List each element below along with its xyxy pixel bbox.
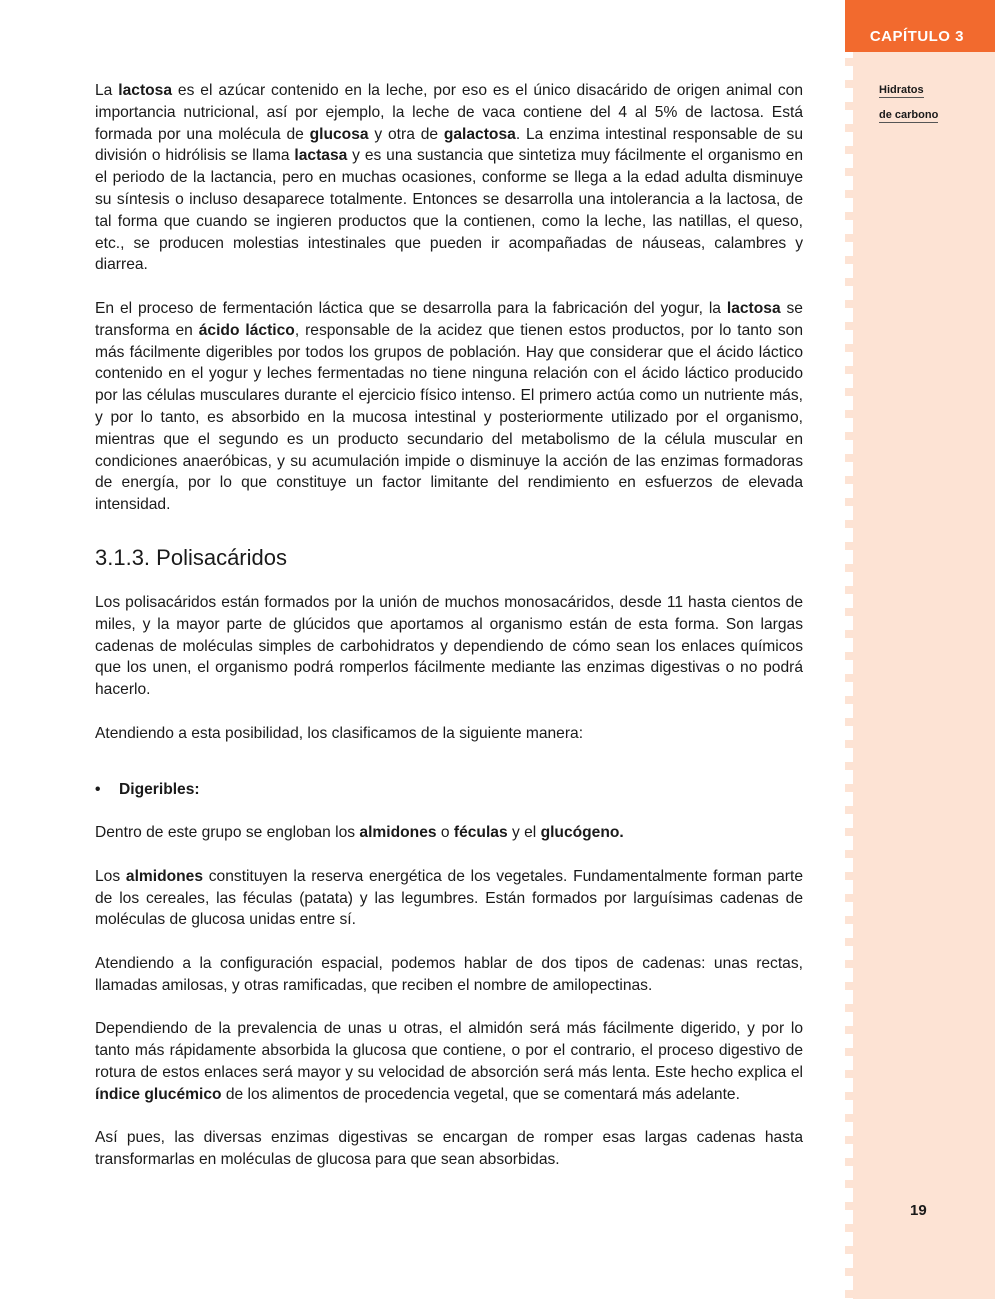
text-run: se transforma en (95, 299, 803, 339)
paragraph-clasificacion (95, 723, 803, 745)
bullet-dot: • (95, 780, 101, 798)
bold-term: féculas (453, 824, 508, 842)
text-run: Dependiendo de la prevalencia de unas u otras, el almidón será más fácilmente digerido, y por lo tanto más rápidamente absorbida la glucosa que contiene, o por el contrario, el proceso digestivo de rotura de estos enlaces será mayor y su velocidad de absorción será más lenta. Este hecho explica el (95, 1020, 803, 1081)
text-run: y otra de (368, 125, 444, 143)
bullet-digeribles (95, 779, 803, 801)
text-run: Los polisacáridos están formados por la unión de muchos monosacáridos, desde 11 hasta cientos de miles, y la mayor parte de glúcidos que aportamos al organismo están de esta forma. Son largas cadenas de moléculas simples de carbohidratos y dependiendo de cómo sean los enlaces químicos que los unen, el organismo podrá romperlos fácilmente mediante las enzimas digestivas o no podrá hacerlo. (95, 593, 803, 699)
bullet-label: Digeribles: (119, 780, 200, 798)
main-content (95, 80, 803, 1193)
section-heading: 3.1.3. Polisacáridos (95, 544, 287, 570)
bold-term: lactasa (294, 147, 348, 165)
chapter-sidebar (845, 0, 995, 1299)
bold-term: glucógeno. (540, 824, 624, 842)
bold-term: ácido láctico (198, 321, 295, 339)
paragraph-enzimas (95, 1127, 803, 1171)
page-number: 19 (910, 1202, 927, 1219)
text-run: o (436, 824, 454, 842)
bold-term: índice glucémico (95, 1085, 222, 1103)
sidebar-perforated-edge (845, 0, 853, 1299)
bold-term: lactosa (118, 82, 173, 99)
text-run: Así pues, las diversas enzimas digestivas se encargan de romper esas largas cadenas hasta transformarlas en moléculas de glucosa para que sean absorbidas. (95, 1129, 803, 1169)
text-run: Atendiendo a la configuración espacial, podemos hablar de dos tipos de cadenas: unas rectas, llamadas amilosas, y otras ramificadas, que reciben el nombre de amilopectinas. (95, 954, 803, 994)
text-run: Atendiendo a esta posibilidad, los clasificamos de la siguiente manera: (95, 724, 584, 742)
text-run: . La enzima intestinal responsable de su división o hidrólisis se llama (95, 125, 803, 165)
text-run: es el azúcar contenido en la leche, por eso es el único disacárido de origen animal con importancia nutricional, así por ejemplo, la leche de vaca contiene del 4 al 5% de lactosa. Está formada por una molécula de (95, 82, 803, 143)
paragraph-configuracion (95, 953, 803, 997)
text-run: Dentro de este grupo se engloban los (95, 824, 360, 842)
bold-term: almidones (359, 824, 437, 842)
paragraph-almidones (95, 866, 803, 931)
chapter-tab (845, 0, 995, 52)
paragraph-digeribles (95, 822, 803, 844)
text-run: y el (507, 824, 541, 842)
text-run: y es una sustancia que sintetiza muy fácilmente el organismo en el periodo de la lactancia, pero en muchas ocasiones, conforme se llega a la edad adulta disminuye su síntesis o incluso desaparece totalmente. Entonces se desarrolla una intolerancia a la lactosa, de tal forma que cuando se ingieren productos que la contienen, como la leche, las natillas, el queso, etc., se producen molestias intestinales que pueden ir acompañadas de náuseas, calambres y diarrea. (95, 147, 804, 274)
text-run: , responsable de la acidez que tienen estos productos, por lo tanto son más fácilmente digeribles por todos los grupos de población. Hay que considerar que el ácido láctico contenido en el yogur y leches fermentadas no tiene ninguna relación con el ácido láctico producido por las células musculares durante el ejercicio físico intenso. El primero actúa como un nutriente más, y por lo tanto, es absorbido en la mucosa intestinal y posteriormente utilizado por el organismo, mientras que el segundo es un producto secundario del metabolismo de la célula muscular en condiciones anaeróbicas, y su acumulación impide o disminuye la acción de las enzimas formadoras de energía, por lo que constituye un factor limitante del rendimiento en esfuerzos de elevada intensidad. (95, 321, 803, 514)
bold-term: galactosa (443, 125, 516, 143)
section-title-line2: de carbono (879, 109, 939, 121)
text-run: Los (95, 867, 126, 885)
paragraph-fermentacion (95, 298, 803, 516)
text-run: La (95, 82, 119, 99)
paragraph-prevalencia (95, 1018, 803, 1105)
section-title-line1: Hidratos (879, 84, 924, 96)
chapter-label: CAPÍTULO 3 (869, 27, 964, 45)
text-run: de los alimentos de procedencia vegetal, que se comentará más adelante. (221, 1085, 740, 1103)
bold-term: glucosa (309, 125, 369, 143)
bold-term: almidones (125, 867, 204, 885)
text-run: constituyen la reserva energética de los vegetales. Fundamentalmente forman parte de los cereales, las féculas (patata) y las legumbres. Están formados por larguísimas cadenas de moléculas de glucosa unidas entre sí. (95, 867, 803, 929)
paragraph-polisacaridos (95, 592, 803, 701)
paragraph-lactosa (95, 80, 803, 276)
text-run: En el proceso de fermentación láctica que se desarrolla para la fabricación del yogur, la (95, 299, 727, 317)
bold-term: lactosa (726, 299, 781, 317)
